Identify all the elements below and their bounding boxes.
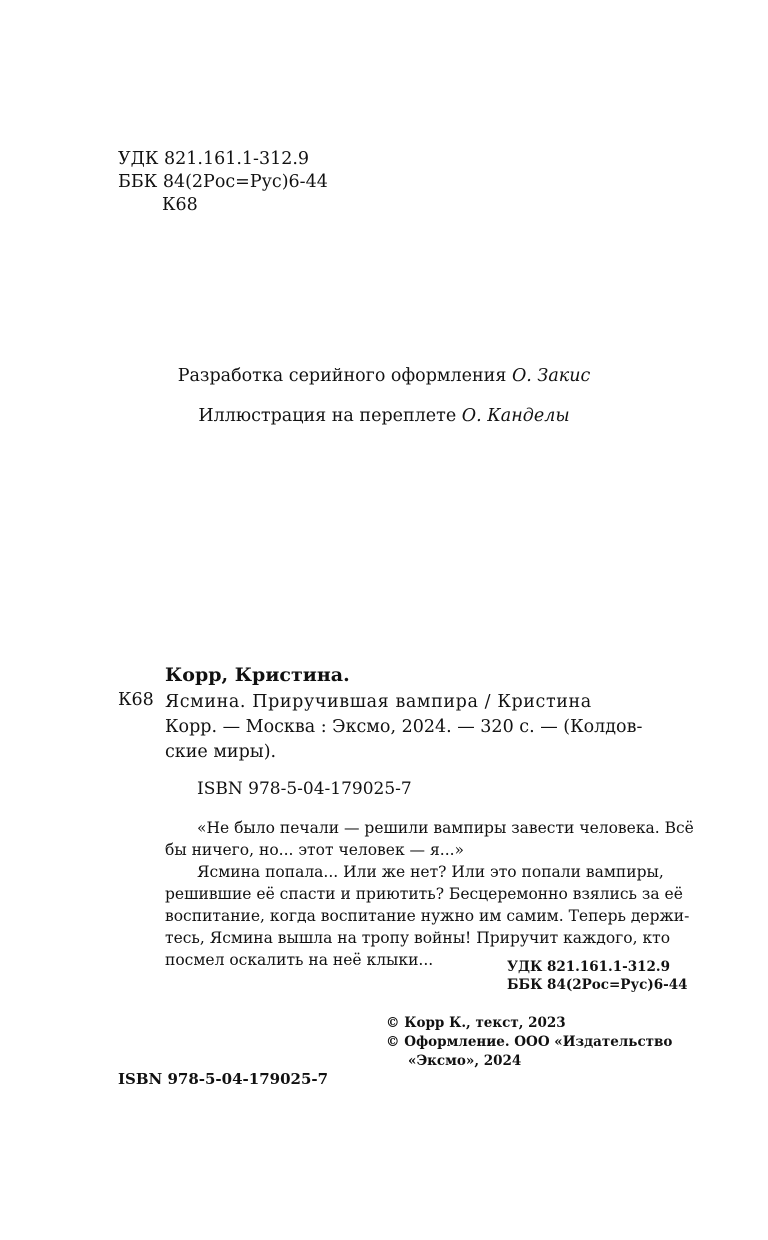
description-line: Корр. — Москва : Эксмо, 2024. — 320 с. — (Колдов- xyxy=(165,717,643,737)
series-design-credit xyxy=(0,366,768,386)
udk-code: УДК 821.161.1-312.9 xyxy=(118,149,310,169)
description-line: ские миры). xyxy=(165,742,277,762)
copyright-design-line1: © Оформление. ООО «Издательство xyxy=(386,1034,673,1050)
bbk-code: ББК 84(2Рос=Рус)6-44 xyxy=(118,172,328,192)
footer-isbn: ISBN 978-5-04-179025-7 xyxy=(118,1070,329,1088)
annotation-line: тесь, Ясмина вышла на тропу войны! Приручит каждого, кто xyxy=(165,929,671,947)
catalog-author-heading: Корр, Кристина. xyxy=(165,664,350,686)
series-design-author: О. Закис xyxy=(511,366,591,386)
copyright-text: © Корр К., текст, 2023 xyxy=(386,1015,566,1031)
series-design-label: Разработка серийного оформления xyxy=(177,366,507,386)
cover-illustration-author: О. Канделы xyxy=(461,406,570,426)
author-sign: К68 xyxy=(162,195,198,215)
annotation-line: «Не было печали — решили вампиры завести человека. Всё xyxy=(197,819,694,837)
annotation-line: посмел оскалить на неё клыки... xyxy=(165,951,434,969)
card-classification-codes xyxy=(507,958,688,994)
catalog-isbn: ISBN 978-5-04-179025-7 xyxy=(197,779,412,799)
annotation-line: Ясмина попала... Или же нет? Или это попали вампиры, xyxy=(197,863,664,881)
catalog-author-sign: К68 xyxy=(118,690,154,710)
annotation-line: воспитание, когда воспитание нужно им самим. Теперь держи- xyxy=(165,907,690,925)
annotation xyxy=(165,817,694,971)
description-line: Ясмина. Приручившая вампира / Кристина xyxy=(165,692,592,712)
copyright-design-line2: «Эксмо», 2024 xyxy=(408,1053,522,1069)
card-udk-code: УДК 821.161.1-312.9 xyxy=(507,959,670,975)
card-bbk-code: ББК 84(2Рос=Рус)6-44 xyxy=(507,977,688,993)
annotation-line: бы ничего, но... этот человек — я...» xyxy=(165,841,465,859)
annotation-line: решившие её спасти и приютить? Бесцеремонно взялись за её xyxy=(165,885,683,903)
cover-illustration-credit xyxy=(0,406,768,426)
catalog-description xyxy=(165,690,685,765)
classification-codes xyxy=(118,148,328,217)
copyright-block xyxy=(386,1014,672,1071)
cover-illustration-label: Иллюстрация на переплете xyxy=(198,406,457,426)
